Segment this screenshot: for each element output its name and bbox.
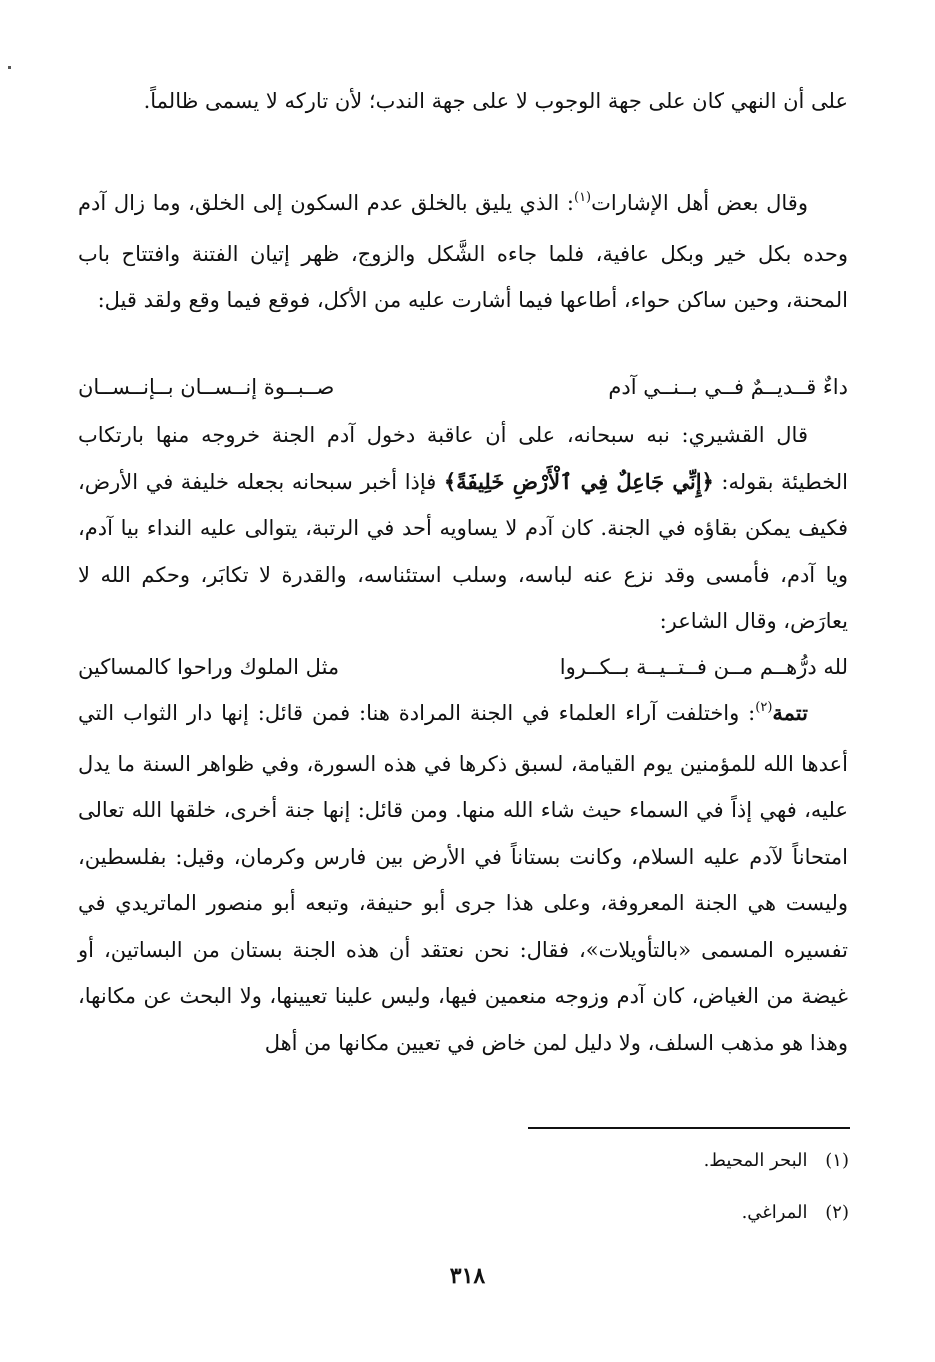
quran-verse: ﴿إِنِّي جَاعِلٌ فِي ٱلْأَرْضِ خَلِيفَةً﴾ [443,468,714,494]
scan-artifact [8,66,11,69]
verse-2-first-hemistich: لله درُّهــم مــن فــتــيــة بــكــروا [559,655,848,679]
verse-2 [78,644,848,691]
paragraph-2 [78,180,848,324]
verse-1-first-hemistich: داءٌ قــديــمٌ فــي بــنــي آدم [608,375,848,399]
paragraph-1 [78,78,848,125]
footnote-1-number: (١) [825,1150,849,1171]
paragraph-2-rest: : الذي يليق بالخلق عدم السكون إلى الخلق، وما زال آدم وحده بكل خير وبكل عافية، فلما جاءه الشَّكل والزوج، ظهر إتيان الفتنة وافتتاح باب المحنة، وحين ساكن حواء، أطاعها فيما أشارت عليه من الأكل، فوقع فيما وقع ولقد قيل: [78,191,848,312]
paragraph-3-lead: قال القشيري: نبه سبحانه، على أن عاقبة دخول آدم الجنة خروجه منها بارتكاب الخطيئة بقوله: [78,423,848,494]
paragraph-4-text: : واختلفت آراء العلماء في الجنة المرادة هنا: فمن قائل: إنها دار الثواب التي أعدها الله للمؤمنين يوم القيامة، لسبق ذكرها في هذه السورة، وفي ظواهر السنة ما يدل عليه، فهي إذاً في السماء حيث شاء الله منها. ومن قائل: إنها جنة أخرى، خلقها الله تعالى امتحاناً لآدم عليه السلام، وكانت بستاناً في الأرض بين فارس وكرمان، وقيل: بفلسطين، وليست هي الجنة المعروفة، وعلى هذا جرى أبو حنيفة، وتبعه أبو منصور الماتريدي في تفسيره المسمى «بالتأويلات»، فقال: نحن نعتقد أن هذه الجنة بستان من البساتين، أو غيضة من الغياض، كان آدم وزوجه منعمين فيها، وليس علينا تعيينها، ولا البحث عن مكانها، وهذا هو مذهب السلف، ولا دليل لمن خاض في تعيين مكانها من أهل [78,701,848,1055]
footnote-1-text: البحر المحيط. [703,1150,808,1171]
verse-1 [78,364,848,411]
verse-1-second-hemistich: صــبــوة إنــســان بــإنــســان [78,375,335,399]
verse-2-second-hemistich: مثل الملوك وراحوا كالمساكين [78,655,340,679]
footnote-1 [704,1146,849,1176]
footnote-2-text: المراغي. [741,1202,808,1223]
page-number: ٣١٨ [449,1263,486,1289]
paragraph-2-lead: وقال بعض أهل الإشارات [591,191,808,215]
paragraph-3 [78,412,848,645]
footnote-ref-2[interactable]: (٢) [755,700,773,715]
footnote-2 [742,1198,849,1228]
footnote-2-number: (٢) [825,1202,849,1223]
supplement-label: تتمة [772,700,808,725]
paragraph-1-text: على أن النهي كان على جهة الوجوب لا على جهة الندب؛ لأن تاركه لا يسمى ظالماً. [143,89,848,113]
footnote-ref-1[interactable]: (١) [573,190,592,205]
paragraph-3-rest: فإذا أخبر سبحانه بجعله خليفة في الأرض، فكيف يمكن بقاؤه في الجنة. كان آدم لا يساويه أحد في الرتبة، يتوالى عليه النداء بيا آدم، ويا آدم، فأمسى وقد نزع عنه لباسه، وسلب استئناسه، والقدرة لا تكابَر، وحكم الله لا يعارَض، وقال الشاعر: [78,469,848,633]
footnote-divider [528,1127,850,1129]
paragraph-4 [78,690,848,1066]
